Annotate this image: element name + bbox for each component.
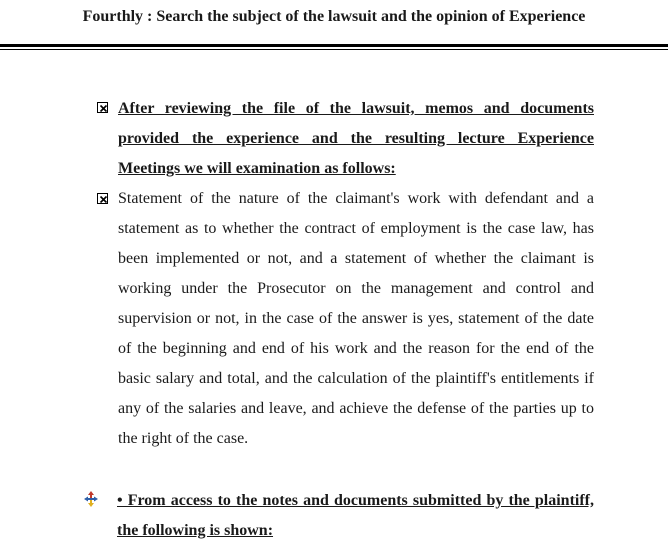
checkbox-x-icon [97, 193, 108, 204]
reviewing-paragraph: After reviewing the file of the lawsuit, memos and documents provided the experience and the resulting lecture Experience Meetings we will examination as follows: [118, 100, 594, 177]
four-way-arrow-icon [84, 491, 98, 507]
header-divider [0, 44, 668, 47]
checkbox-x-icon [97, 102, 108, 113]
access-paragraph: • From access to the notes and documents submitted by the plaintiff, the following is shown: [117, 492, 594, 539]
section-title: Fourthly : Search the subject of the lawsuit and the opinion of Experience [82, 8, 586, 25]
statement-paragraph: Statement of the nature of the claimant's work with defendant and a statement as to whether the contract of employment is the case law, has been implemented or not, and a statement of whether the claimant is working under the Prosecutor on the management and control and supervision or not, in the case of the answer is yes, statement of the date of the beginning and end of his work and the reason for the end of the basic salary and total, and the calculation of the plaintiff's entitlements if any of the salaries and leave, and achieve the defense of the parties up to the right of the case. [118, 190, 594, 447]
header-divider-thin [0, 49, 668, 50]
